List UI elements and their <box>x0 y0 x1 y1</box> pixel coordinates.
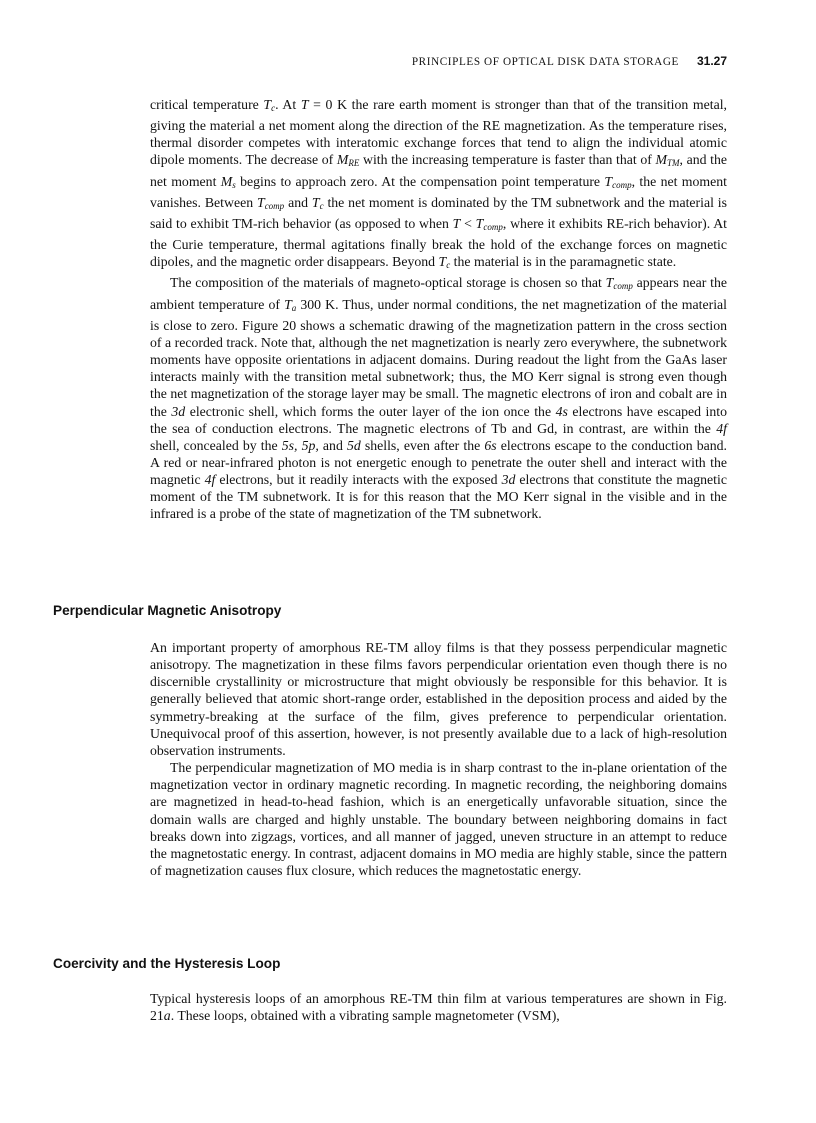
section-heading-perpendicular: Perpendicular Magnetic Anisotropy <box>53 603 282 618</box>
paragraph-1: critical temperature $T_c$. At T = 0 K the rare earth moment is stronger than that of the transition metal, giving the material a net moment along the direction of the RE magnetization. As the temperature rises, thermal disorder competes with interatomic exchange forces that tend to align the individual atomic dipole moments. The decrease of $M_{RE}$ with the increasing temperature is faster than that of $M_{TM}$, and the net moment $M_s$ begins to approach zero. At the compensation point temperature $T_{comp}$, the net moment vanishes. Between $T_{comp}$ and $T_c$ the net moment is dominated by the TM subnetwork and the material is said to exhibit TM-rich behavior (as opposed to when $T < T_{comp}$, where it exhibits RE-rich behavior). At the Curie temperature, thermal agitations finally break the hold of the exchange forces on magnetic dipoles, and the magnetic order disappears. Beyond $T_c$ the material is in the paramagnetic state. <box>150 97 728 271</box>
running-header <box>150 54 727 68</box>
section-body-1 <box>150 96 727 523</box>
page-number: 31.27 <box>696 54 727 68</box>
section-heading-coercivity: Coercivity and the Hysteresis Loop <box>53 956 281 971</box>
section-body-2 <box>150 639 727 879</box>
paragraph-5: Typical hysteresis loops of an amorphous RE-TM thin film at various temperatures are shown in Fig. 21a. These loops, obtained with a vibrating sample magnetometer (VSM), <box>150 991 727 1024</box>
paragraph-2: The composition of the materials of magneto-optical storage is chosen so that $T_{comp}$ appears near the ambient temperature of $T_a$ 300 K. Thus, under normal conditions, the net magnetization of the material is close to zero. Figure 20 shows a schematic drawing of the magnetization pattern in the cross section of a recorded track. Note that, although the net magnetization is nearly zero everywhere, the subnetwork moments have opposite orientations in adjacent domains. During readout the light from the GaAs laser interacts mainly with the transition metal subnetwork; thus, the MO Kerr signal is strong even though the net magnetization of the storage layer may be small. The magnetic electrons of iron and cobalt are in the 3d electronic shell, which forms the outer layer of the ion once the 4s electrons have escaped into the sea of conduction electrons. The magnetic electrons of Tb and Gd, in contrast, are within the 4f shell, concealed by the 5s, 5p, and 5d shells, even after the 6s electrons escape to the conduction band. A red or near-infrared photon is not energetic enough to penetrate the outer shell and interact with the magnetic 4f electrons, but it readily interacts with the exposed 3d electrons that constitute the magnetic moment of the TM subnetwork. It is for this reason that the MO Kerr signal in the visible and in the infrared is a probe of the state of magnetization of the TM subnetwork. <box>150 275 728 522</box>
paragraph-4: The perpendicular magnetization of MO media is in sharp contrast to the in-plane orientation of the magnetization vector in ordinary magnetic recording. In magnetic recording, the neighboring domains are magnetized in head-to-head fashion, which is an energetically unfavorable situation, since the domain walls are charged and highly unstable. The boundary between neighboring domains in fact breaks down into zigzags, vortices, and all manner of jagged, uneven structure in an attempt to reduce the magnetostatic energy. In contrast, adjacent domains in MO media are highly stable, since the pattern of magnetization causes flux closure, which reduces the magnetostatic energy. <box>150 760 727 879</box>
running-title: PRINCIPLES OF OPTICAL DISK DATA STORAGE <box>411 56 679 68</box>
section-body-3 <box>150 990 727 1024</box>
paragraph-3: An important property of amorphous RE-TM alloy films is that they possess perpendicular magnetic anisotropy. The magnetization in these films favors perpendicular orientation even though there is no discernible crystallinity or microstructure that might obviously be responsible for this behavior. It is generally believed that atomic short-range order, established in the deposition process and aided by the symmetry-breaking at the surface of the film, gives preference to perpendicular orientation. Unequivocal proof of this assertion, however, is not presently available due to a lack of high-resolution observation instruments. <box>150 640 727 758</box>
